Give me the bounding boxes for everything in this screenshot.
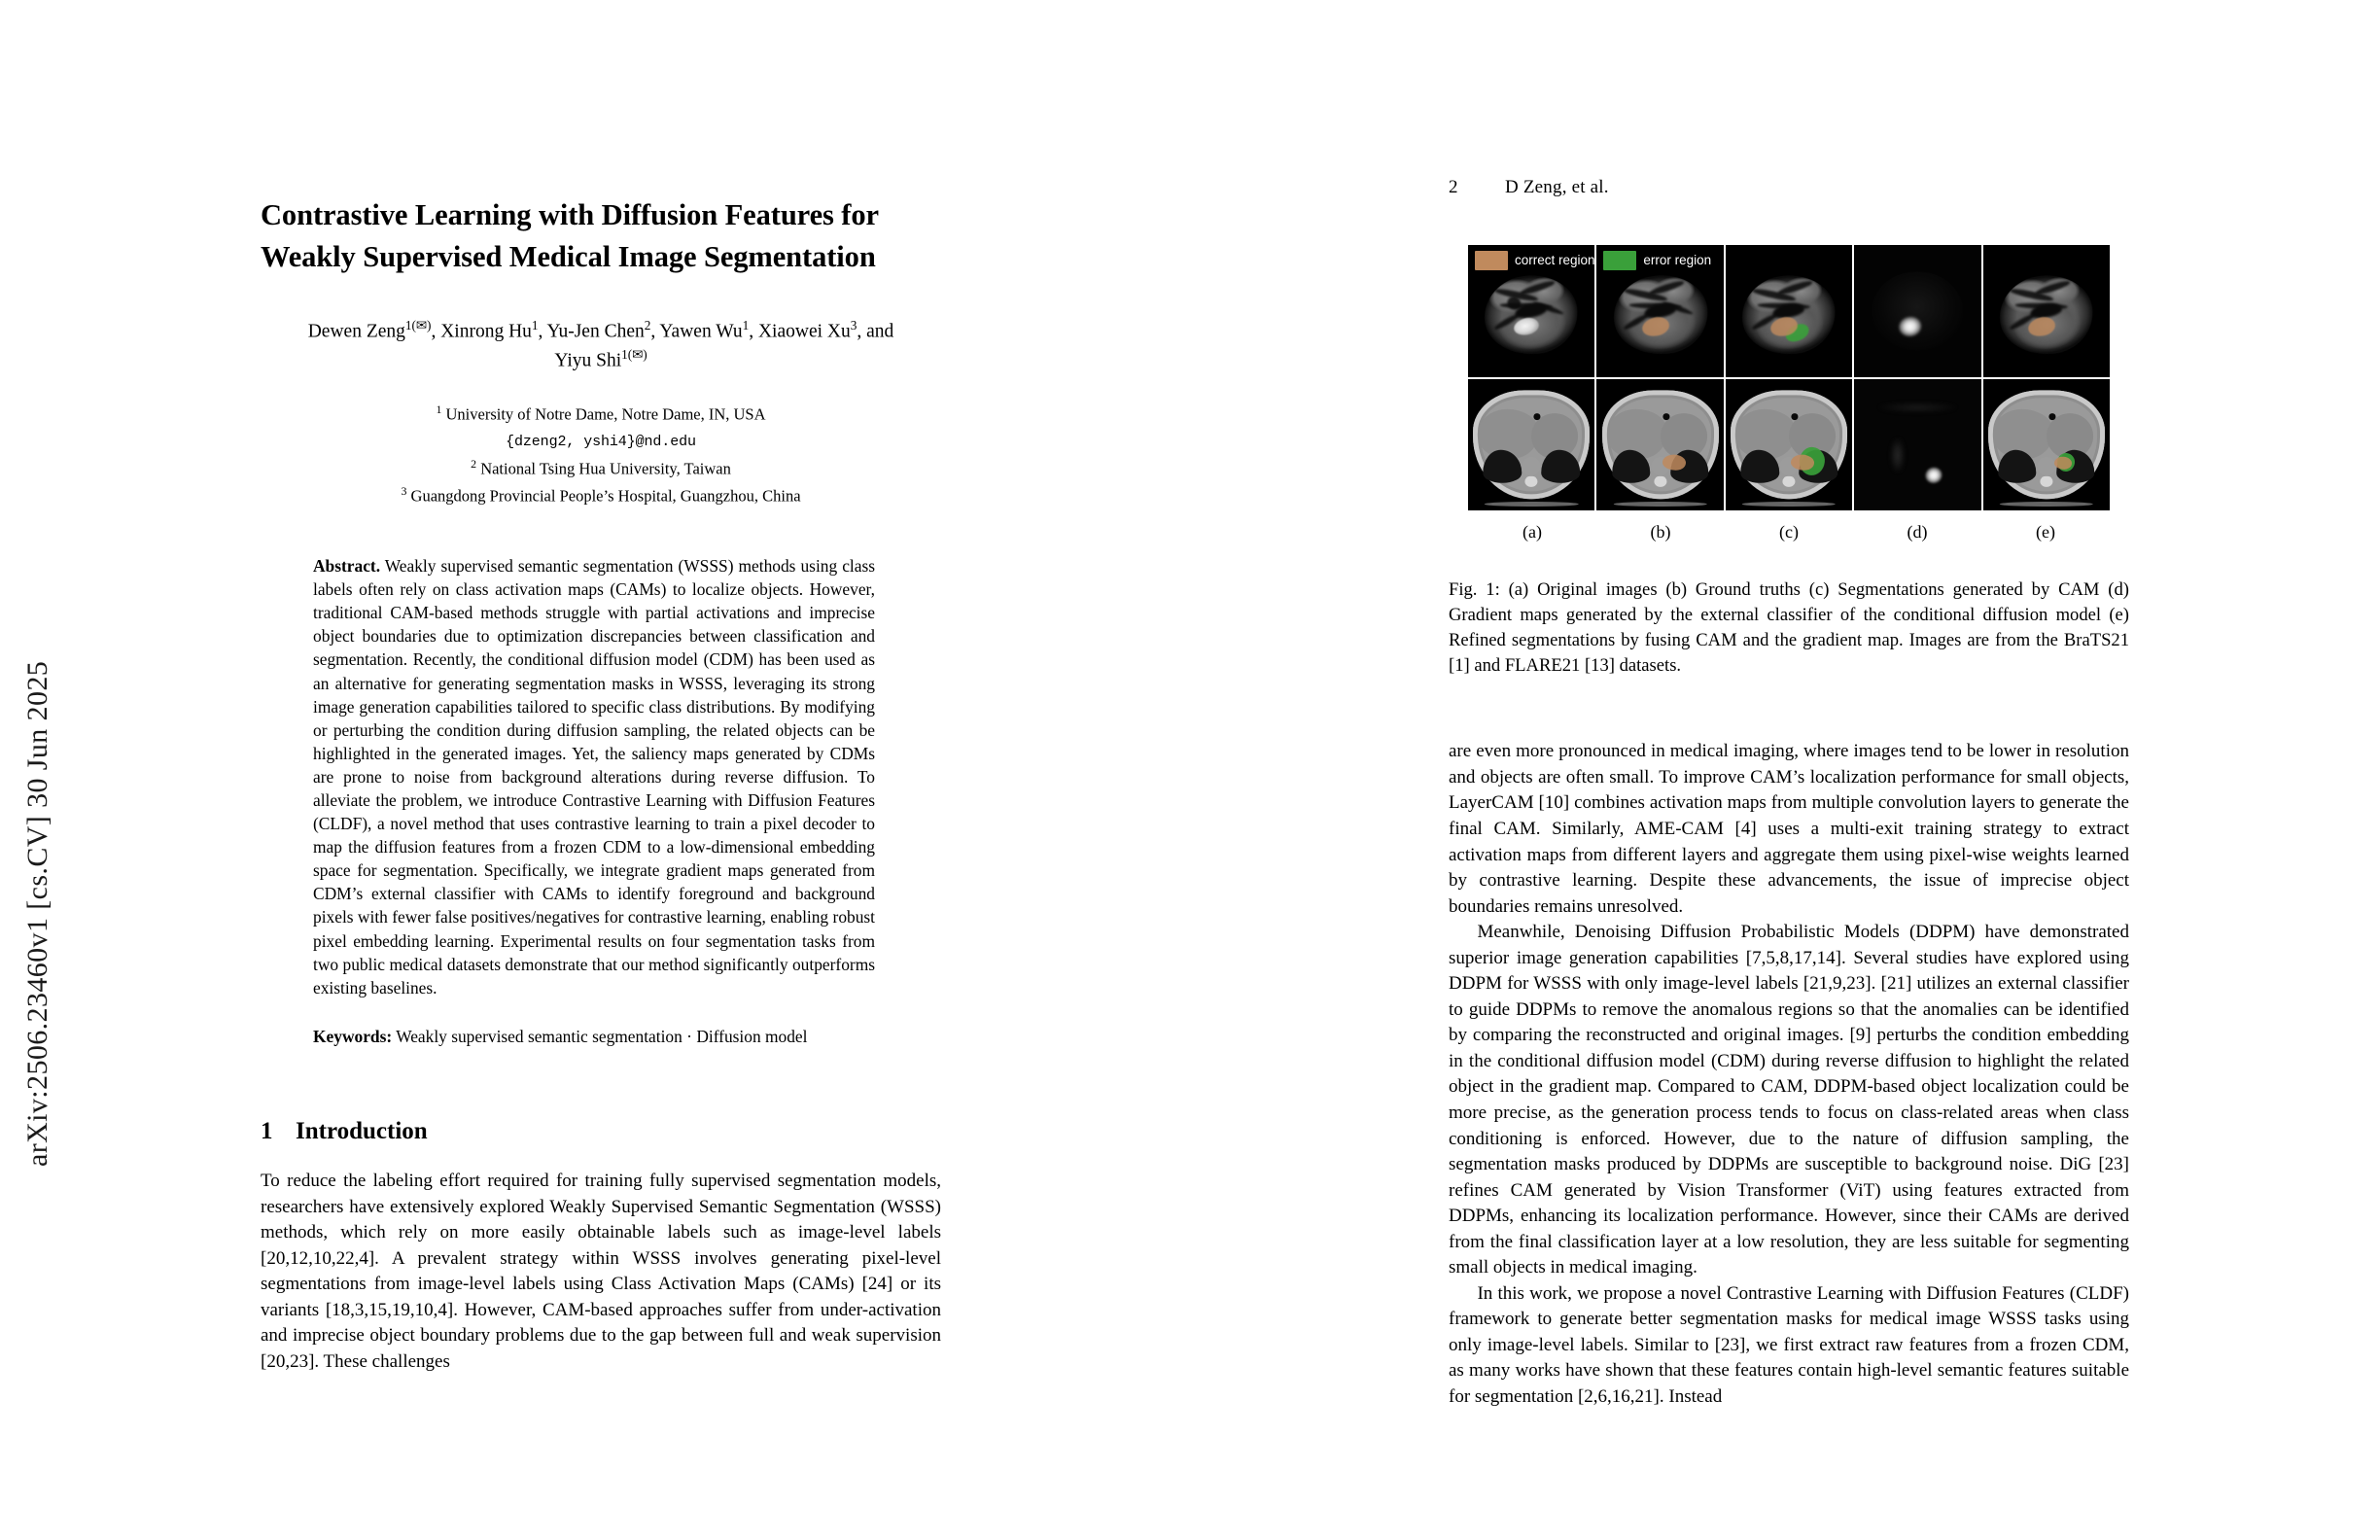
figure-panel-labels xyxy=(1468,522,2110,542)
affiliation-item xyxy=(261,428,941,454)
figure-panel-e-row2 xyxy=(1983,379,2110,511)
legend-label-error: error region xyxy=(1643,253,1712,268)
figure-panel-b-row1 xyxy=(1596,245,1723,377)
figure-panel-a-row2 xyxy=(1468,379,1594,511)
panel-label-d: (d) xyxy=(1907,522,1928,542)
panel-label-a: (a) xyxy=(1522,522,1542,542)
right-page xyxy=(1449,177,2129,1411)
author-6-affil-marker: 1(✉) xyxy=(621,347,648,363)
gradient-map-image xyxy=(1854,245,1980,377)
figure-panel-d-row1 xyxy=(1854,245,1980,377)
abdominal-ct-image xyxy=(1983,379,2110,511)
panel-label-c: (c) xyxy=(1779,522,1799,542)
figure-1 xyxy=(1468,245,2110,542)
author-5-affil-marker: 3 xyxy=(850,317,858,332)
section-title: Introduction xyxy=(296,1117,428,1144)
legend-label-correct: correct region xyxy=(1515,253,1595,268)
author-2: , Xinrong Hu xyxy=(431,321,532,342)
panel-label-b: (b) xyxy=(1650,522,1671,542)
arxiv-stamp-text: arXiv:2506.23460v1 [cs.CV] 30 Jun 2025 xyxy=(21,660,53,1167)
affiliation-marker: 1 xyxy=(436,402,442,417)
legend-correct-region xyxy=(1475,251,1594,270)
figure-caption: Fig. 1: (a) Original images (b) Ground truths (c) Segmentations generated by CAM (d) Gradient maps generated by the external classifier of the conditional diffusion model (e) Refined segmentations by fusing CAM and the gradient map. Images are from the BraTS21 [1] and FLARE21 [13] datasets. xyxy=(1449,579,2129,677)
body-paragraph-2: Meanwhile, Denoising Diffusion Probabilistic Models (DDPM) have demonstrated superior image generation capabilities [7,5,8,17,14]. Several studies have explored using DDPM for WSSS with only image-level labels [21,9,23]. [21] utilizes an external classifier to guide DDPMs to remove the anomalous regions so that the anomalies can be identified by comparing the reconstructed and original images. [9] perturbs the condition embedding in the conditional diffusion model (CDM) during reverse diffusion to highlight the related object in the gradient map. Compared to CAM, DDPM-based object localization could be more precise, as the generation process tends to focus on class-related areas when class conditioning is enforced. However, due to the nature of diffusion sampling, the segmentation masks produced by DDPMs are susceptible to background noise. DiG [23] refines CAM generated by Vision Transformer (ViT) using features extracted from DDPMs, enhancing its localization performance. However, since their CAMs are derived from the final classification layer at a low resolution, they are less suitable for segmenting small objects in medical imaging. xyxy=(1449,922,2129,1278)
body-paragraph-3: In this work, we propose a novel Contrastive Learning with Diffusion Features (CLDF) framework to generate better segmentation masks for medical image WSSS tasks using only image-level labels. Similar to [23], we first extract raw features from a frozen CDM, as many works have shown that these features contain high-level semantic features suitable for segmentation [2,6,16,21]. Instead xyxy=(1449,1282,2129,1408)
affiliation-item xyxy=(261,455,941,482)
page-title xyxy=(261,194,941,279)
figure-panel-a-row1 xyxy=(1468,245,1594,377)
abstract-text: Weakly supervised semantic segmentation (WSSS) methods using class labels often rely on class activation maps (CAMs) to localize objects. However, traditional CAM-based methods struggle with partial activations and imprecise object boundaries due to optimization discrepancies between classification and segmentation. Recently, the conditional diffusion model (CDM) has been used as an alternative for generating segmentation masks in WSSS, leveraging its strong image generation capabilities tailored to specific class distributions. By modifying or perturbing the condition during diffusion sampling, the related objects can be highlighted in the generated images. Yet, the saliency maps generated by CDMs are prone to noise from background alterations during reverse diffusion. To alleviate the problem, we introduce Contrastive Learning with Diffusion Features (CLDF), a novel method that uses contrastive learning to train a pixel decoder to map the diffusion features from a frozen CDM to a low-dimensional embedding space for segmentation. Specifically, we integrate gradient maps generated from CDM’s external classifier with CAMs to identify foreground and background pixels with fewer false positives/negatives for contrastive learning, enabling robust pixel embedding learning. Experimental results on four segmentation tasks from two public medical datasets demonstrate that our method significantly outperforms existing baselines. xyxy=(313,556,875,998)
keywords-text: Weakly supervised semantic segmentation · Diffusion model xyxy=(392,1026,808,1046)
author-5: , Xiaowei Xu xyxy=(749,321,851,342)
figure-panel-d-row2 xyxy=(1854,379,1980,511)
figure-panel-c-row2 xyxy=(1726,379,1852,511)
affiliation-item xyxy=(261,482,941,509)
keywords-label: Keywords: xyxy=(313,1026,393,1046)
body-paragraph-1: are even more pronounced in medical imaging, where images tend to be lower in resolution and objects are often small. To improve CAM’s localization performance for small objects, LayerCAM [10] combines activation maps from multiple convolution layers to generate the final CAM. Similarly, AME-CAM [4] uses a multi-exit training strategy to extract activation maps from different layers and aggregate them using pixel-wise weights learned by contrastive learning. Despite these advancements, the issue of imprecise object boundaries remains unresolved. xyxy=(1449,741,2129,917)
intro-paragraph: To reduce the labeling effort required for training fully supervised segmentation models, researchers have extensively explored Weakly Supervised Semantic Segmentation (WSSS) methods, which rely on more easily obtainable labels such as image-level labels [20,12,10,22,4]. A prevalent strategy within WSSS involves generating pixel-level segmentations from image-level labels using Class Activation Maps (CAMs) [24] or its variants [18,3,15,19,10,4]. However, CAM-based approaches suffer from under-activation and imprecise object boundary problems due to the gap between full and weak supervision [20,23]. These challenges xyxy=(261,1170,941,1373)
figure-panel-e-row1 xyxy=(1983,245,2110,377)
author-1-affil-marker: 1(✉) xyxy=(404,317,432,332)
panel-label-e: (e) xyxy=(2036,522,2055,542)
contact-email: {dzeng2, yshi4}@nd.edu xyxy=(506,434,696,451)
author-3-affil-marker: 2 xyxy=(644,317,651,332)
section-heading-introduction xyxy=(261,1118,941,1145)
author-2-affil-marker: 1 xyxy=(531,317,539,332)
figure-panel-c-row1 xyxy=(1726,245,1852,377)
affiliation-block xyxy=(261,401,941,509)
title-line-2: Weakly Supervised Medical Image Segmentation xyxy=(261,240,876,274)
author-list xyxy=(261,316,941,376)
affiliation-text: National Tsing Hua University, Taiwan xyxy=(480,459,731,478)
author-3: , Yu-Jen Chen xyxy=(538,321,645,342)
abstract-label: Abstract. xyxy=(313,556,381,577)
affiliation-text: University of Notre Dame, Notre Dame, IN, USA xyxy=(445,404,766,424)
affiliation-item xyxy=(261,401,941,428)
page-number: 2 xyxy=(1449,177,1458,197)
left-page xyxy=(261,194,941,1376)
running-head xyxy=(1449,177,2129,198)
affiliation-marker: 3 xyxy=(401,483,407,498)
legend-error-region xyxy=(1603,251,1711,270)
section-number: 1 xyxy=(261,1117,273,1144)
arxiv-stamp xyxy=(21,292,54,1167)
abdominal-ct-image xyxy=(1596,379,1723,511)
abdominal-ct-image xyxy=(1468,379,1594,511)
abstract-block xyxy=(313,554,875,1048)
brain-mri-image xyxy=(1726,245,1852,377)
running-head-authors: D Zeng, et al. xyxy=(1505,177,1609,197)
author-4-affil-marker: 1 xyxy=(742,317,750,332)
title-line-1: Contrastive Learning with Diffusion Features for xyxy=(261,198,879,231)
gradient-map-image xyxy=(1854,379,1980,511)
author-6: Yiyu Shi xyxy=(554,350,622,371)
author-1: Dewen Zeng xyxy=(307,321,405,342)
right-column-body xyxy=(1449,739,2129,1410)
affiliation-text: Guangdong Provincial People’s Hospital, Guangzhou, China xyxy=(410,486,801,506)
author-list-conjunction: , and xyxy=(857,321,894,342)
keywords-line xyxy=(313,1025,875,1048)
affiliation-marker: 2 xyxy=(471,456,477,471)
abdominal-ct-image xyxy=(1726,379,1852,511)
figure-image-grid xyxy=(1468,245,2110,510)
author-4: , Yawen Wu xyxy=(650,321,743,342)
figure-panel-b-row2 xyxy=(1596,379,1723,511)
brain-mri-image xyxy=(1983,245,2110,377)
legend-swatch-correct xyxy=(1475,251,1508,270)
legend-swatch-error xyxy=(1603,251,1636,270)
abstract-paragraph xyxy=(313,554,875,999)
